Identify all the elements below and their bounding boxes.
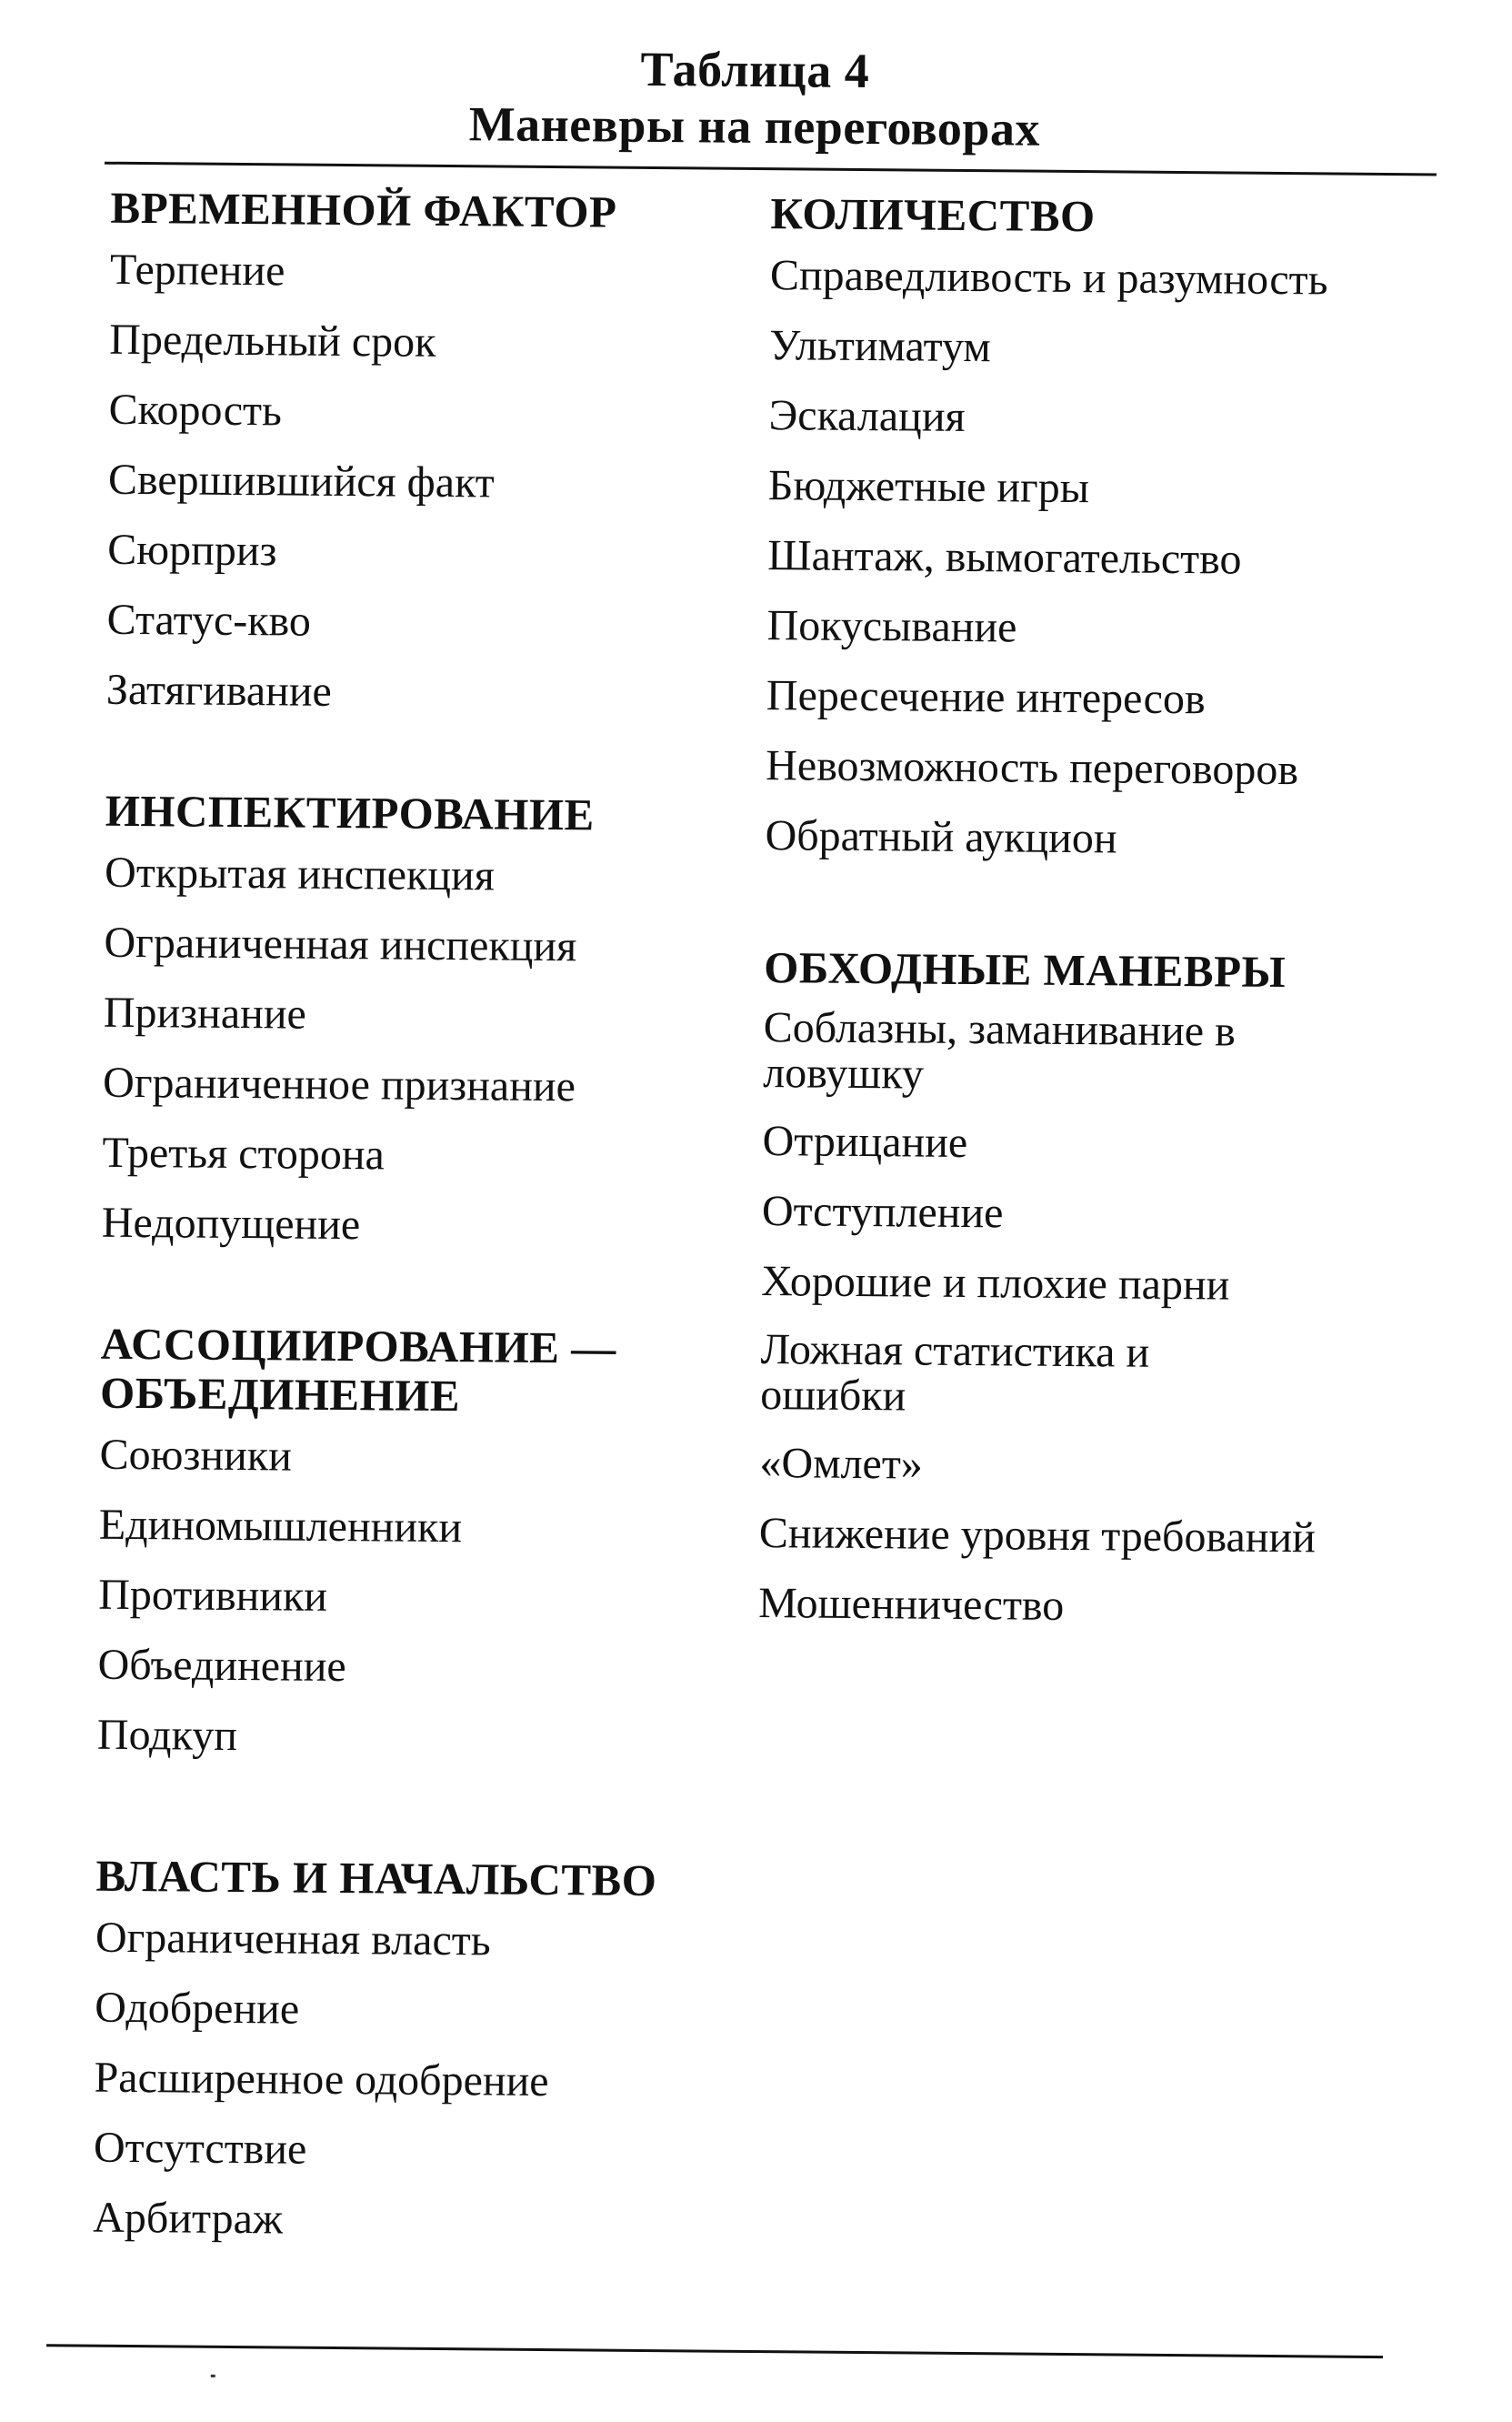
list-item: Признание [103,988,307,1039]
section-power [93,1852,751,2248]
bottom-rule [46,2344,1383,2358]
list-item: Одобрение [95,1983,300,2034]
section-heading: КОЛИЧЕСТВО [770,188,1096,242]
list-item: Соблазны, заманивание в ловушку [763,1003,1237,1099]
list-item: Скорость [108,385,283,436]
left-column [93,184,766,2269]
right-column [758,189,1426,1654]
list-item: Объединение [97,1640,346,1692]
item-list [97,1431,755,1765]
section-quantity [765,189,1425,866]
list-item: Пересечение интересов [766,671,1206,724]
section-heading: ОБХОДНЫЕ МАНЕВРЫ [764,942,1287,998]
list-item: Сюрприз [107,525,277,576]
list-item: Снижение уровня требований [758,1509,1317,1563]
list-item: Открытая инспекция [104,848,496,900]
section-bypass-maneuvers [758,943,1419,1633]
section-heading: ВЛАСТЬ И НАЧАЛЬСТВО [95,1850,657,1906]
item-list [765,251,1425,866]
list-item: Покусывание [766,601,1017,652]
list-item: Противники [98,1570,328,1621]
section-heading: АССОЦИИРОВАНИЕ — ОБЪЕДИНЕНИЕ [99,1318,616,1422]
list-item: Союзники [99,1430,293,1481]
item-list [102,849,760,1253]
item-list [106,246,765,720]
list-item: Справедливость и разумность [769,251,1328,305]
list-item: Бюджетные игры [767,461,1090,513]
list-item: Статус-кво [106,595,312,646]
list-item: Отсутствие [93,2123,307,2174]
list-item: Ультиматум [769,321,991,372]
item-list [758,1005,1418,1633]
section-time-factor [106,184,766,720]
list-item: Арбитраж [93,2193,284,2244]
list-item: Терпение [109,245,285,296]
list-item: Отрицание [762,1117,968,1168]
section-gap [96,1781,752,1857]
list-item: Расширенное одобрение [94,2053,549,2106]
list-item: Ограниченная власть [95,1913,491,1965]
section-heading: ИНСПЕКТИРОВАНИЕ [105,785,595,840]
section-gap [105,736,760,792]
list-item: Свершившийся факт [107,455,495,508]
list-item: Хорошие и плохие парни [761,1257,1230,1310]
print-speck [211,2375,215,2377]
list-item: Недопущение [101,1198,361,1250]
list-item: Единомышленники [98,1500,463,1553]
section-heading: ВРЕМЕННОЙ ФАКТОР [110,182,617,237]
list-item: Подкуп [96,1710,238,1761]
list-item: Отступление [761,1187,1004,1238]
list-item: Ограниченная инспекция [104,918,577,971]
item-list [93,1914,750,2248]
table-number: Таблица 4 [640,41,870,99]
list-item: Затягивание [105,665,333,716]
section-gap [101,1269,756,1325]
section-inspection [102,787,760,1253]
list-item: «Омлет» [759,1439,924,1489]
list-item: Эскалация [768,391,966,441]
section-association [97,1320,756,1765]
list-item: Предельный срок [109,315,436,367]
list-item: Мошенничество [757,1579,1065,1630]
list-item: Невозможность переговоров [766,741,1299,795]
table-title: Маневры на переговорах [468,96,1041,156]
top-rule [105,162,1437,176]
list-item: Обратный аукцион [765,811,1117,863]
list-item: Шантаж, вымогательство [767,531,1242,584]
list-item: Третья сторона [102,1128,386,1180]
list-item: Ложная статистика и ошибки [759,1325,1150,1421]
list-item: Ограниченное признание [102,1058,576,1111]
section-gap [765,881,1420,949]
